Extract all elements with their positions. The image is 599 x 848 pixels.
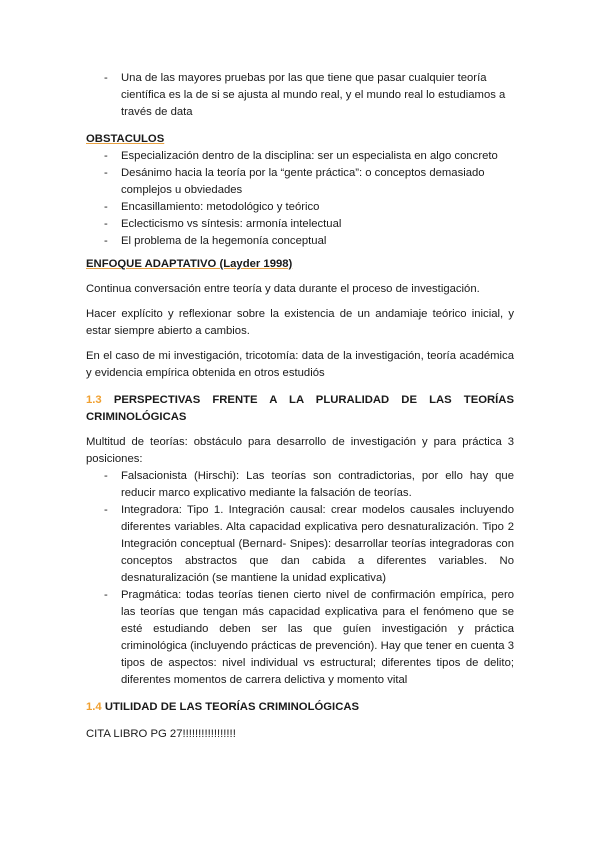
section-title: PERSPECTIVAS FRENTE A LA PLURALIDAD DE LAS TEORÍAS CRIMINOLÓGICAS	[86, 394, 515, 423]
list-item: - Integradora: Tipo 1. Integración causal: crear modelos causales incluyendo diferentes variables. Alta capacidad explicativa pero desnaturalización. Tipo 2 Integración conceptual (Bernard- Snipes): desarrollar teorías integradoras con conceptos abstractos que dan cabida a diferentes variables. No desnaturalización (se mantiene la unidad explicativa)	[86, 502, 514, 587]
section-heading-1-3	[86, 392, 514, 426]
heading-obstaculos: OBSTACULOS	[86, 133, 165, 145]
list-item: - Encasillamiento: metodológico y teórico	[86, 199, 514, 216]
list-item: - Desánimo hacia la teoría por la “gente práctica”: o conceptos demasiado complejos u obviedades	[86, 165, 514, 199]
paragraph: En el caso de mi investigación, tricotomía: data de la investigación, teoría académica y evidencia empírica obtenida en otros estudiós	[86, 350, 514, 379]
list-item: - Pragmática: todas teorías tienen cierto nivel de confirmación empírica, pero las teorías que tengan más capacidad explicativa para el fenómeno que se esté estudiando deben ser las que guíen investigación y práctica criminológica (incluyendo prácticas de prevención). Hay que tener en cuenta 3 tipos de aspectos: nivel individual vs estructural; diferentes tipos de delito; diferentes momentos de carrera delictiva y momento vital	[86, 587, 514, 689]
list-item: - El problema de la hegemonía conceptual	[86, 233, 514, 250]
list-item: - Eclecticismo vs síntesis: armonía intelectual	[86, 216, 514, 233]
list-item: - Falsacionista (Hirschi): Las teorías son contradictorias, por ello hay que reducir marco explicativo mediante la falsación de teorías.	[86, 468, 514, 502]
paragraph: Hacer explícito y reflexionar sobre la existencia de un andamiaje teórico inicial, y estar siempre abierto a cambios.	[86, 308, 514, 337]
list-item: - Especialización dentro de la disciplina: ser un especialista en algo concreto	[86, 148, 514, 165]
document-page	[86, 70, 514, 743]
list-item: - Una de las mayores pruebas por las que tiene que pasar cualquier teoría científica es la de si se ajusta al mundo real, y el mundo real lo estudiamos a través de data	[86, 70, 514, 121]
heading-enfoque: ENFOQUE ADAPTATIVO (Layder 1998)	[86, 258, 293, 270]
section-title: UTILIDAD DE LAS TEORÍAS CRIMINOLÓGICAS	[104, 701, 360, 713]
intro-list	[86, 70, 514, 121]
paragraph: Multitud de teorías: obstáculo para desarrollo de investigación y para práctica 3 posiciones:	[86, 436, 514, 465]
section-heading-1-4	[86, 699, 514, 716]
section-number: 1.4	[86, 701, 102, 713]
perspectivas-list	[86, 468, 514, 689]
paragraph: CITA LIBRO PG 27!!!!!!!!!!!!!!!!!	[86, 728, 236, 740]
obstaculos-list	[86, 148, 514, 250]
paragraph: Continua conversación entre teoría y data durante el proceso de investigación.	[86, 283, 480, 295]
section-number: 1.3	[86, 394, 102, 406]
